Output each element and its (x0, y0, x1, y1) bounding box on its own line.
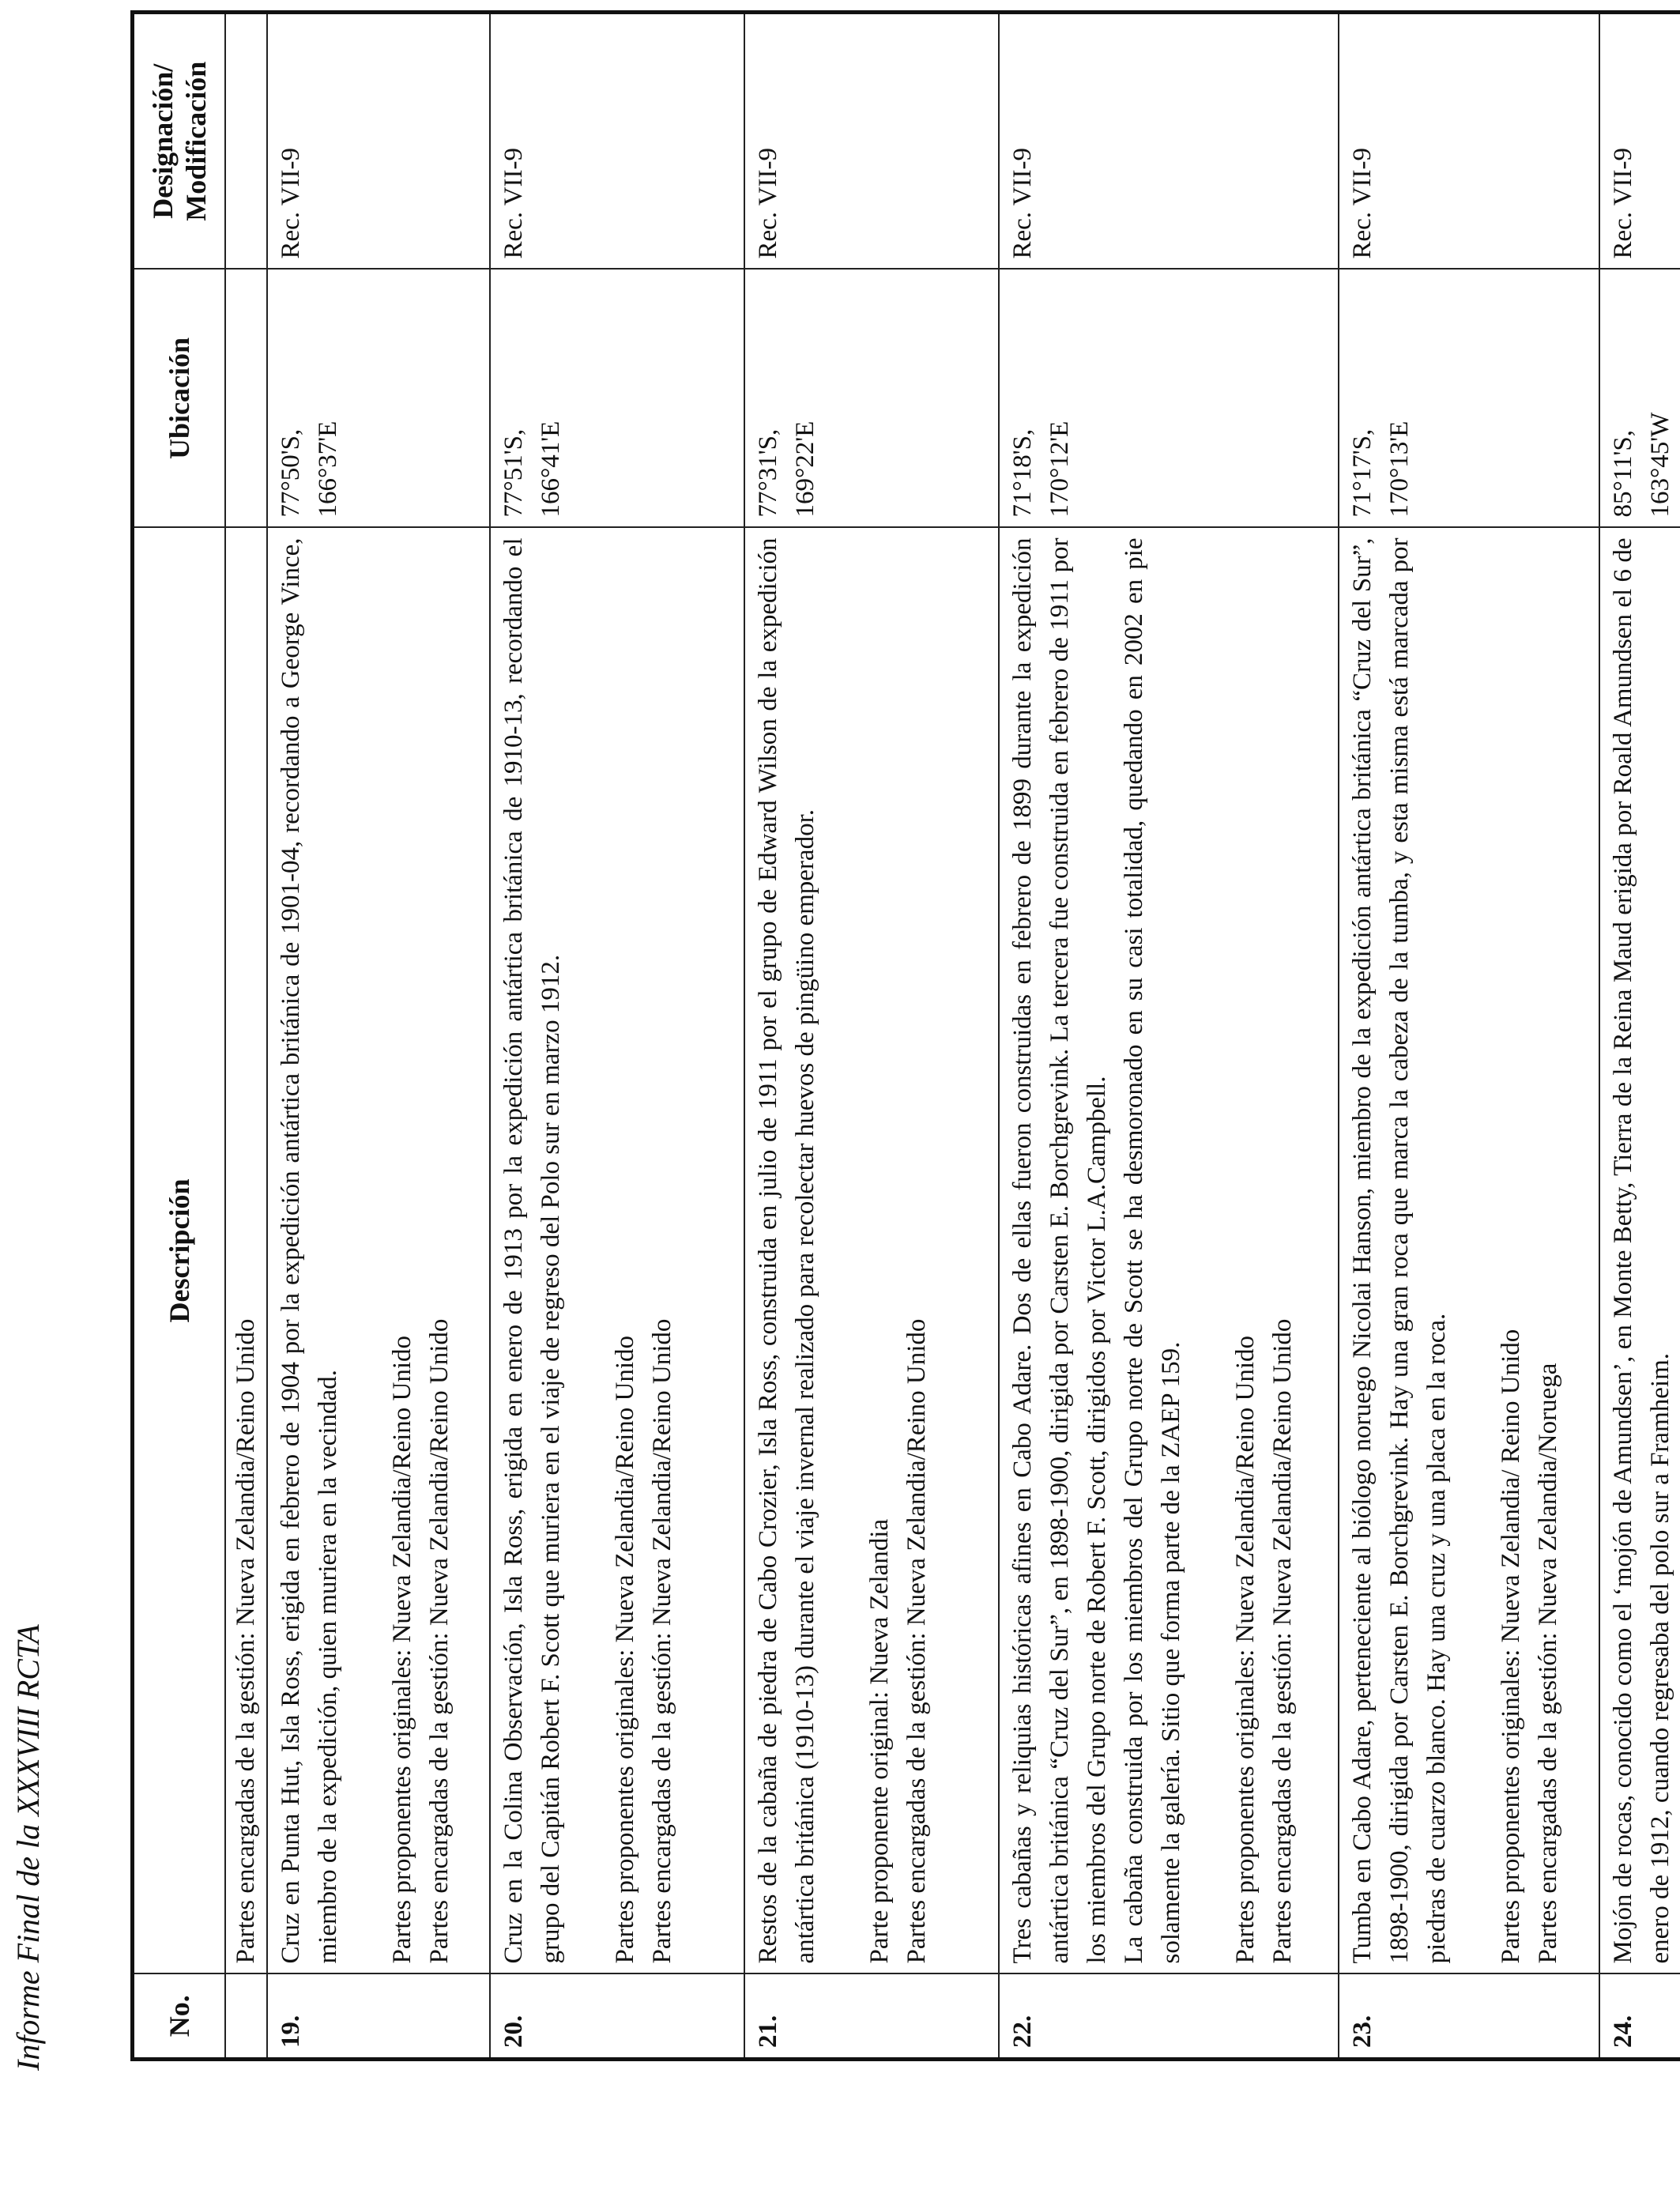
row-designation: Rec. VII-9 (1339, 13, 1599, 270)
row-number: 19. (267, 1974, 490, 2060)
col-header-location: Ubicación (133, 270, 226, 528)
row-description (490, 528, 744, 1974)
description-text: Mojón de rocas, conocido como el ‘mojón de Amundsen’, en Monte Betty, Tierra de la Reina Maud erigida por Roald Amundsen el 6 de enero de 1912, cuando regresaba del polo sur a Framheim. (1609, 537, 1674, 1964)
row-description (1339, 528, 1599, 1974)
table-row (490, 13, 744, 2060)
longitude: 163°45'W (1646, 412, 1674, 518)
description-text: Restos de la cabaña de piedra de Cabo Crozier, Isla Ross, construida en julio de 1911 por el grupo de Edward Wilson de la expedición antártica británica (1910-13) durante el viaje invernal realizado para recolectar huevos de pingüino emperador. (754, 537, 819, 1964)
latitude: 77°50'S, (277, 428, 305, 518)
row-description (999, 528, 1339, 1974)
col-header-description: Descripción (133, 528, 226, 1974)
row-number: 22. (999, 1974, 1339, 2060)
managing-parties: Partes encargadas de la gestión: Nueva Zelandia/Noruega (1534, 1363, 1562, 1964)
latitude: 71°18'S, (1008, 428, 1037, 518)
row-number: 21. (744, 1974, 999, 2060)
col-header-no: No. (133, 1974, 226, 2060)
proposing-parties: Partes proponentes originales: Nueva Zelandia/Reino Unido (388, 1335, 416, 1964)
continuation-row (225, 13, 267, 2060)
row-designation: Rec. VII-9 (1599, 13, 1680, 270)
row-location (999, 270, 1339, 528)
managing-parties: Partes encargadas de la gestión: Nueva Zelandia/Reino Unido (1268, 1318, 1297, 1964)
latitude: 85°11'S, (1609, 429, 1637, 518)
longitude: 166°37'E (314, 420, 342, 518)
row-description (1599, 528, 1680, 1974)
table-row (1339, 13, 1599, 2060)
longitude: 169°22'E (791, 420, 819, 518)
cell-designation (225, 13, 267, 270)
row-location (744, 270, 999, 528)
row-number: 20. (490, 1974, 744, 2060)
row-location (1599, 270, 1680, 528)
latitude: 77°31'S, (754, 428, 782, 518)
row-description (744, 528, 999, 1974)
row-number: 24. (1599, 1974, 1680, 2060)
proposing-parties: Partes proponentes originales: Nueva Zelandia/Reino Unido (1231, 1335, 1260, 1964)
row-designation: Rec. VII-9 (490, 13, 744, 270)
description-text: Tumba en Cabo Adare, perteneciente al biólogo noruego Nicolai Hanson, miembro de la expedición antártica británica “Cruz del Sur”, 1898-1900, dirigida por Carsten E. Borchgrevink. Hay una gran roca que marca la cabeza de la tumba, y esta misma está marcada por piedras de cuarzo blanco. Hay una cruz y una placa en la roca. (1348, 537, 1451, 1964)
table-row (744, 13, 999, 2060)
row-designation: Rec. VII-9 (267, 13, 490, 270)
proposing-parties: Parte proponente original: Nueva Zelandia (865, 1518, 894, 1964)
managing-parties: Partes encargadas de la gestión: Nueva Zelandia/Reino Unido (425, 1318, 454, 1964)
proposing-parties: Partes proponentes originales: Nueva Zelandia/Reino Unido (611, 1335, 639, 1964)
page-header: Informe Final de la XXXVIII RCTA (10, 1624, 46, 2071)
proposing-parties: Partes proponentes originales: Nueva Zelandia/ Reino Unido (1497, 1329, 1525, 1964)
table-row (1599, 13, 1680, 2060)
row-location (490, 270, 744, 528)
description-text: Tres cabañas y reliquias históricas afines en Cabo Adare. Dos de ellas fueron construidas en febrero de 1899 durante la expedición antártica británica “Cruz del Sur”, en 1898-1900, dirigida por Carsten E. Borchgrevink. La tercera fue construida en febrero de 1911 por los miembros del Grupo norte de Robert F. Scott, dirigidos por Victor L.A.Campbell. (1008, 537, 1111, 1964)
latitude: 77°51'S, (499, 428, 528, 518)
cell-no (225, 1974, 267, 2060)
historic-sites-table (130, 10, 1680, 2061)
longitude: 166°41'E (537, 420, 565, 518)
table-row (267, 13, 490, 2060)
longitude: 170°13'E (1385, 420, 1414, 518)
row-location (1339, 270, 1599, 528)
latitude: 71°17'S, (1348, 428, 1377, 518)
rotated-page (130, 14, 1674, 2061)
description-text: Cruz en la Colina Observación, Isla Ross, erigida en enero de 1913 por la expedición antártica británica de 1910-13, recordando el grupo del Capitán Robert F. Scott que muriera en el viaje de regreso del Polo sur en marzo 1912. (499, 537, 565, 1964)
row-location (267, 270, 490, 528)
managing-parties: Partes encargadas de la gestión: Nueva Zelandia/Reino Unido (902, 1318, 931, 1964)
row-number: 23. (1339, 1974, 1599, 2060)
continuation-text: Partes encargadas de la gestión: Nueva Zelandia/Reino Unido (225, 528, 267, 1974)
description-text-2: La cabaña construida por los miembros del Grupo norte de Scott se ha desmoronado en su casi totalidad, quedando en 2002 en pie solamente la galería. Sitio que forma parte de la ZAEP 159. (1120, 537, 1185, 1964)
row-designation: Rec. VII-9 (744, 13, 999, 270)
row-description (267, 528, 490, 1974)
table-row (999, 13, 1339, 2060)
managing-parties: Partes encargadas de la gestión: Nueva Zelandia/Reino Unido (648, 1318, 676, 1964)
description-text: Cruz en Punta Hut, Isla Ross, erigida en febrero de 1904 por la expedición antártica británica de 1901-04, recordando a George Vince, miembro de la expedición, quien muriera en la vecindad. (277, 537, 342, 1964)
row-designation: Rec. VII-9 (999, 13, 1339, 270)
table-header-row (133, 13, 226, 2060)
cell-location (225, 270, 267, 528)
col-header-designation: Designación/ Modificación (133, 13, 226, 270)
longitude: 170°12'E (1045, 420, 1074, 518)
